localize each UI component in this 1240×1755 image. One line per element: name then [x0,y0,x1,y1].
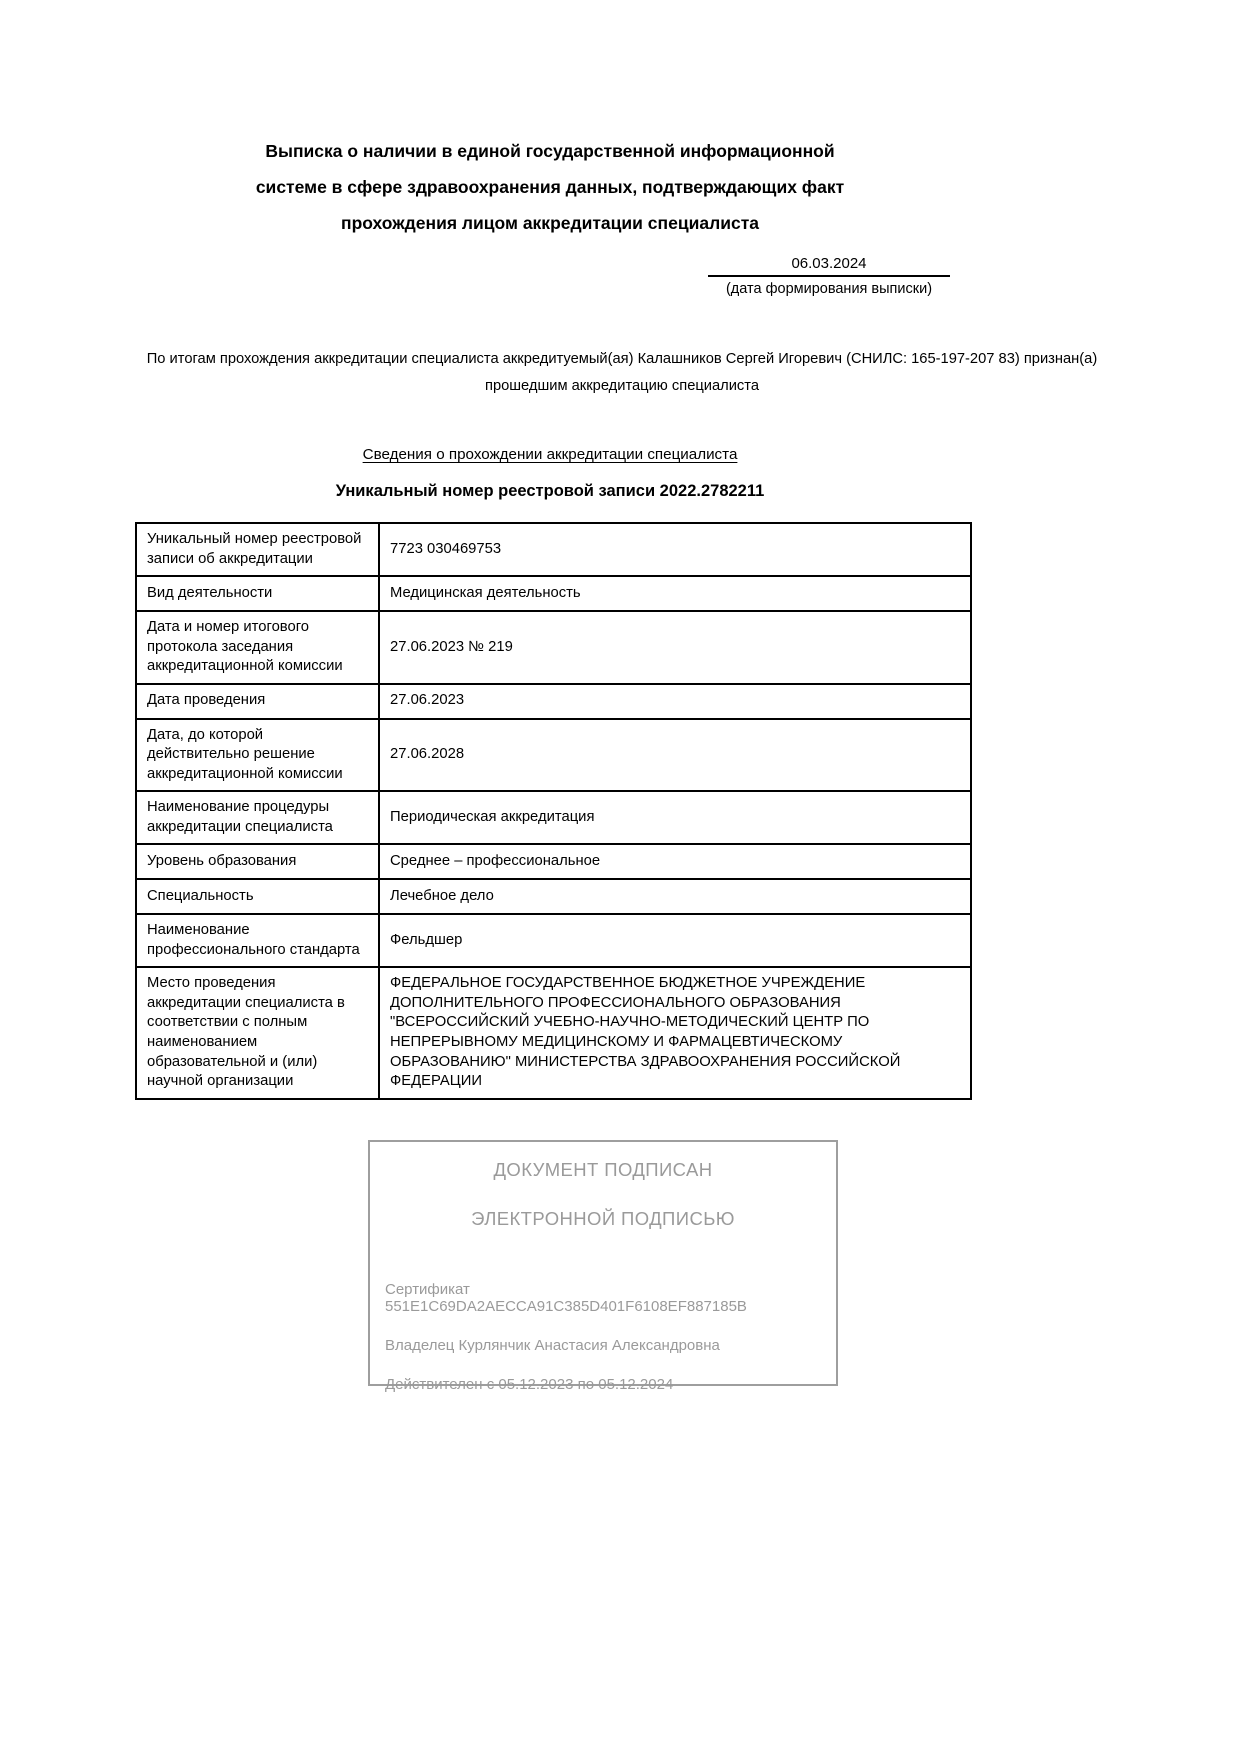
table-row [136,719,971,792]
row-value: ФЕДЕРАЛЬНОЕ ГОСУДАРСТВЕННОЕ БЮДЖЕТНОЕ УЧРЕЖДЕНИЕ ДОПОЛНИТЕЛЬНОГО ПРОФЕССИОНАЛЬНОГО ОБРАЗОВАНИЯ "ВСЕРОССИЙСКИЙ УЧЕБНО-НАУЧНО-МЕТОДИЧЕСКИЙ ЦЕНТР ПО НЕПРЕРЫВНОМУ МЕДИЦИНСКОМУ И ФАРМАЦЕВТИЧЕСКОМУ ОБРАЗОВАНИЮ" МИНИСТЕРСТВА ЗДРАВООХРАНЕНИЯ РОССИЙСКОЙ ФЕДЕРАЦИИ [379,967,971,1098]
row-value: 27.06.2023 № 219 [379,611,971,684]
formation-date-block [708,255,950,297]
row-label: Уровень образования [136,844,379,879]
formation-date-value: 06.03.2024 [708,255,950,277]
row-value: Лечебное дело [379,879,971,914]
registry-number-heading: Уникальный номер реестровой записи 2022.2782211 [335,482,765,500]
row-value: 27.06.2023 [379,684,971,719]
table-row [136,523,971,576]
table-row [136,684,971,719]
intro-paragraph: По итогам прохождения аккредитации специалиста аккредитуемый(ая) Калашников Сергей Игоревич (СНИЛС: 165-197-207 83) признан(а) прошедшим аккредитацию специалиста [146,351,1098,394]
row-label: Дата, до которой действительно решение аккредитационной комиссии [136,719,379,792]
row-label: Наименование профессионального стандарта [136,914,379,967]
row-value: Периодическая аккредитация [379,791,971,844]
row-label: Дата проведения [136,684,379,719]
row-value: 27.06.2028 [379,719,971,792]
section-heading: Сведения о прохождении аккредитации специалиста [362,446,738,463]
row-label: Уникальный номер реестровой записи об аккредитации [136,523,379,576]
document-title [130,0,970,241]
row-label: Место проведения аккредитации специалиста в соответствии с полным наименованием образовательной и (или) научной организации [136,967,379,1098]
document-title-line-2: системе в сфере здравоохранения данных, подтверждающих факт [255,177,845,197]
row-label: Наименование процедуры аккредитации специалиста [136,791,379,844]
row-value: 7723 030469753 [379,523,971,576]
table-row [136,791,971,844]
stamp-title-line-1: ДОКУМЕНТ ПОДПИСАН [493,1158,713,1180]
electronic-signature-stamp [368,1140,838,1393]
table-row [136,879,971,914]
table-row [136,967,971,1098]
row-value: Медицинская деятельность [379,576,971,611]
stamp-validity: Действителен с 05.12.2023 по 05.12.2024 [385,1375,674,1393]
row-label: Специальность [136,879,379,914]
accreditation-details-table [135,522,972,1100]
row-label: Вид деятельности [136,576,379,611]
table-row [136,914,971,967]
row-value: Среднее – профессиональное [379,844,971,879]
table-row [136,576,971,611]
row-value: Фельдшер [379,914,971,967]
document-title-line-1: Выписка о наличии в единой государственной информационной [265,141,835,161]
document-title-line-3: прохождения лицом аккредитации специалиста [341,213,759,233]
table-row [136,844,971,879]
stamp-title-line-2: ЭЛЕКТРОННОЙ ПОДПИСЬЮ [471,1207,735,1229]
stamp-owner: Владелец Курлянчик Анастасия Александровна [385,1336,720,1354]
formation-date-caption: (дата формирования выписки) [725,281,933,297]
row-label: Дата и номер итогового протокола заседания аккредитационной комиссии [136,611,379,684]
table-row [136,611,971,684]
stamp-certificate: Сертификат 551E1C69DA2AECCA91C385D401F6108EF887185B [385,1280,747,1315]
